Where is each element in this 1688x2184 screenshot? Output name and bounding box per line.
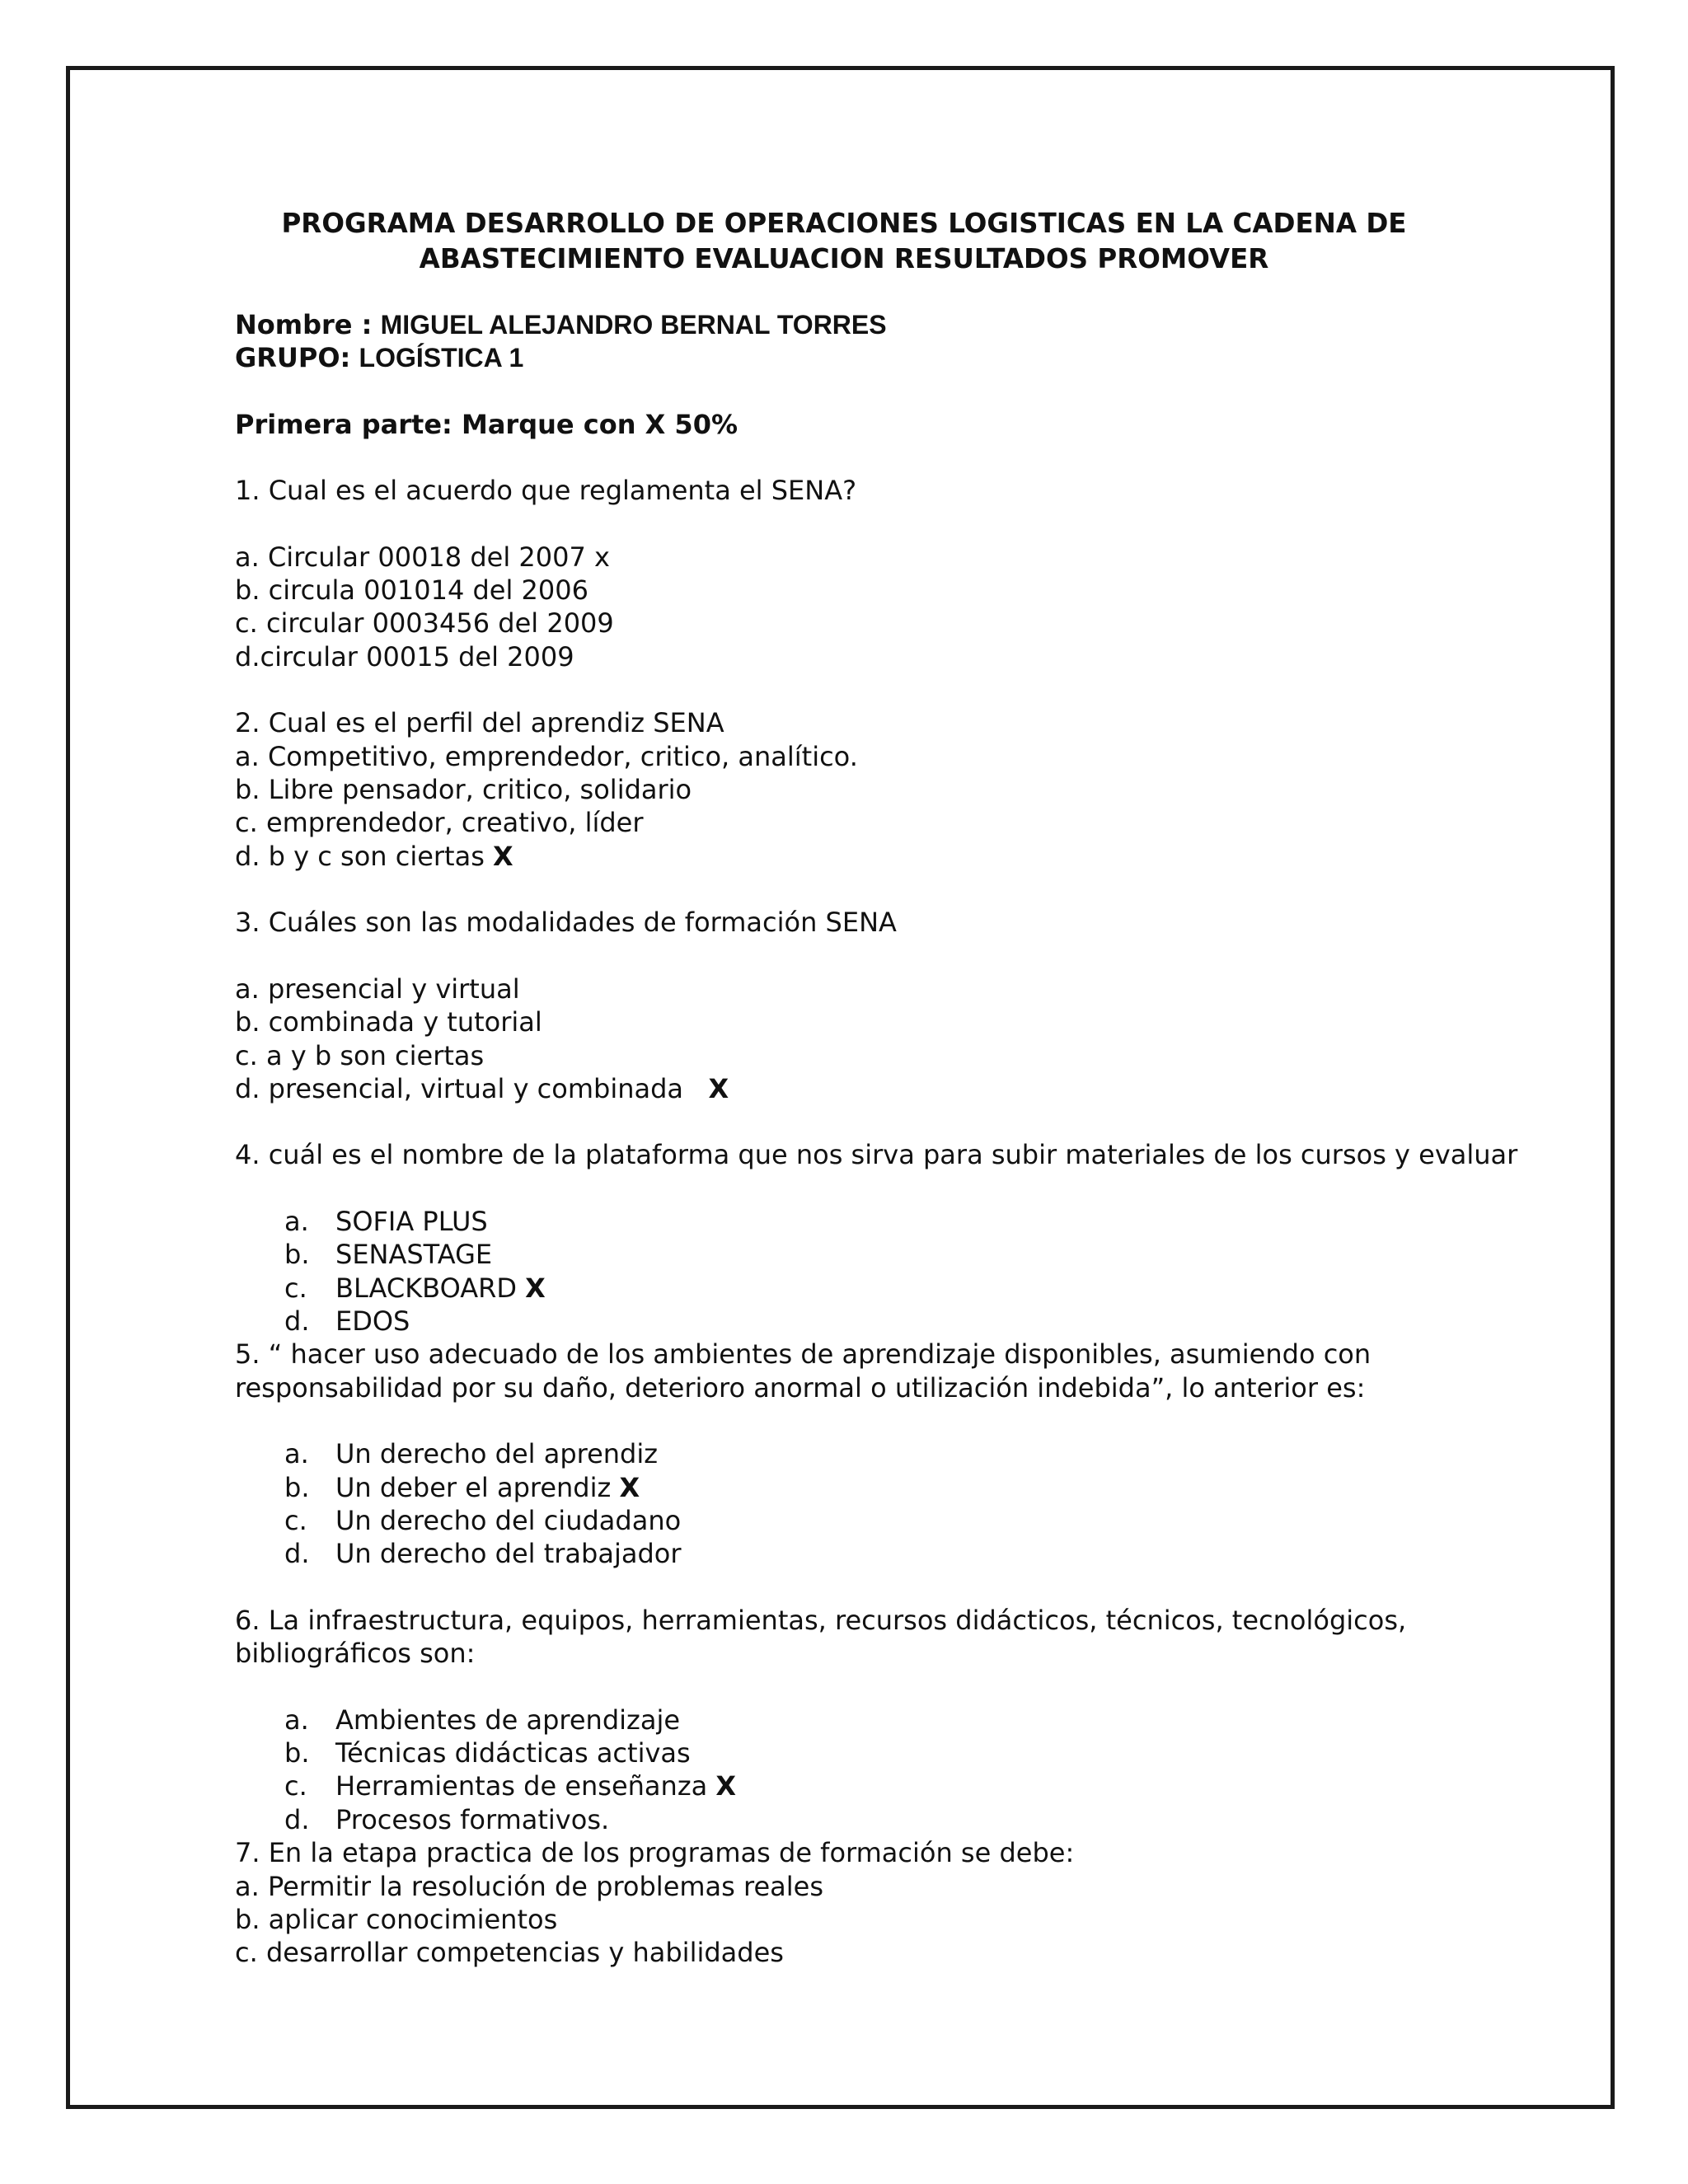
- document-title: [235, 206, 1453, 277]
- answer-mark: X: [493, 840, 513, 872]
- answer-mark: X: [715, 1770, 737, 1802]
- option: Un derecho del trabajador: [335, 1538, 682, 1570]
- option: Un derecho del ciudadano: [335, 1504, 682, 1536]
- section-title: Primera parte: Marque con X 50%: [235, 408, 738, 440]
- option-letter: b.: [284, 1737, 310, 1769]
- option: c. desarrollar competencias y habilidades: [235, 1937, 784, 1969]
- title-line-1: PROGRAMA DESARROLLO DE OPERACIONES LOGISTICAS EN LA CADENA DE: [281, 208, 1407, 239]
- option: d.circular 00015 del 2009: [235, 640, 574, 673]
- answer-mark: X: [708, 1072, 729, 1104]
- option: b. aplicar conocimientos: [235, 1904, 558, 1936]
- option-letter: b.: [284, 1471, 310, 1503]
- option: Herramientas de enseñanza: [335, 1770, 708, 1802]
- option: Ambientes de aprendizaje: [335, 1704, 681, 1736]
- option: Un derecho del aprendiz: [335, 1438, 659, 1470]
- question-4: [235, 1138, 1518, 1338]
- answer-mark: X: [619, 1471, 640, 1503]
- name-value: MIGUEL ALEJANDRO BERNAL TORRES: [380, 310, 887, 340]
- question-text: 1. Cual es el acuerdo que reglamenta el SENA?: [235, 475, 857, 507]
- option-letter: c.: [284, 1504, 307, 1536]
- option: d. presencial, virtual y combinada: [235, 1072, 701, 1104]
- question-text-line-2: responsabilidad por su daño, deterioro anormal o utilización indebida”, lo anterior es:: [235, 1371, 1366, 1404]
- title-line-2: ABASTECIMIENTO EVALUACION RESULTADOS PROMOVER: [419, 243, 1269, 274]
- option: a. Circular 00018 del 2007 x: [235, 541, 610, 573]
- question-text: 3. Cuáles son las modalidades de formación SENA: [235, 907, 897, 939]
- name-label: Nombre :: [235, 309, 373, 340]
- option: b. Libre pensador, critico, solidario: [235, 774, 692, 806]
- question-text-line-2: bibliográficos son:: [235, 1638, 476, 1670]
- group-value: LOGÍSTICA 1: [359, 343, 524, 373]
- option: c. a y b son ciertas: [235, 1039, 485, 1071]
- option: c. emprendedor, creativo, líder: [235, 807, 644, 839]
- option: a. Permitir la resolución de problemas reales: [235, 1870, 823, 1902]
- option: b. circula 001014 del 2006: [235, 574, 588, 607]
- option-letter: a.: [284, 1704, 309, 1736]
- question-3: [235, 906, 1471, 1105]
- question-text: 4. cuál es el nombre de la plataforma que nos sirva para subir materiales de los cursos y evaluar: [235, 1139, 1518, 1171]
- option: SOFIA PLUS: [335, 1205, 488, 1237]
- question-1: [235, 474, 1471, 673]
- option: b. combinada y tutorial: [235, 1006, 542, 1038]
- option: BLACKBOARD: [335, 1272, 517, 1304]
- option: SENASTAGE: [335, 1239, 493, 1271]
- answer-mark: X: [525, 1272, 546, 1304]
- document-body: [235, 206, 1518, 1970]
- option: c. circular 0003456 del 2009: [235, 607, 614, 640]
- option-letter: b.: [284, 1239, 310, 1271]
- option: Técnicas didácticas activas: [335, 1737, 691, 1769]
- option-letter: c.: [284, 1770, 307, 1802]
- option: a. Competitivo, emprendedor, critico, analítico.: [235, 740, 858, 772]
- option: Procesos formativos.: [335, 1803, 610, 1835]
- question-7: [235, 1836, 1471, 1970]
- student-info: [235, 308, 1471, 375]
- option-letter: c.: [284, 1272, 307, 1304]
- option-letter: d.: [284, 1305, 310, 1337]
- question-2: [235, 706, 1471, 873]
- option: Un deber el aprendiz: [335, 1471, 612, 1503]
- option-letter: d.: [284, 1538, 310, 1570]
- option-letter: a.: [284, 1205, 309, 1237]
- option: EDOS: [335, 1305, 410, 1337]
- group-label: GRUPO:: [235, 342, 351, 374]
- question-text-line-1: 5. “ hacer uso adecuado de los ambientes de aprendizaje disponibles, asumiendo con: [235, 1338, 1372, 1371]
- question-text-line-1: 6. La infraestructura, equipos, herramientas, recursos didácticos, técnicos, tecnológicos,: [235, 1604, 1407, 1636]
- question-5: [235, 1338, 1471, 1570]
- option: d. b y c son ciertas: [235, 840, 485, 872]
- option-letter: d.: [284, 1803, 310, 1835]
- option: a. presencial y virtual: [235, 972, 520, 1005]
- question-text: 2. Cual es el perfil del aprendiz SENA: [235, 707, 724, 739]
- option-letter: a.: [284, 1438, 309, 1470]
- question-text: 7. En la etapa practica de los programas de formación se debe:: [235, 1837, 1075, 1869]
- question-6: [235, 1604, 1471, 1836]
